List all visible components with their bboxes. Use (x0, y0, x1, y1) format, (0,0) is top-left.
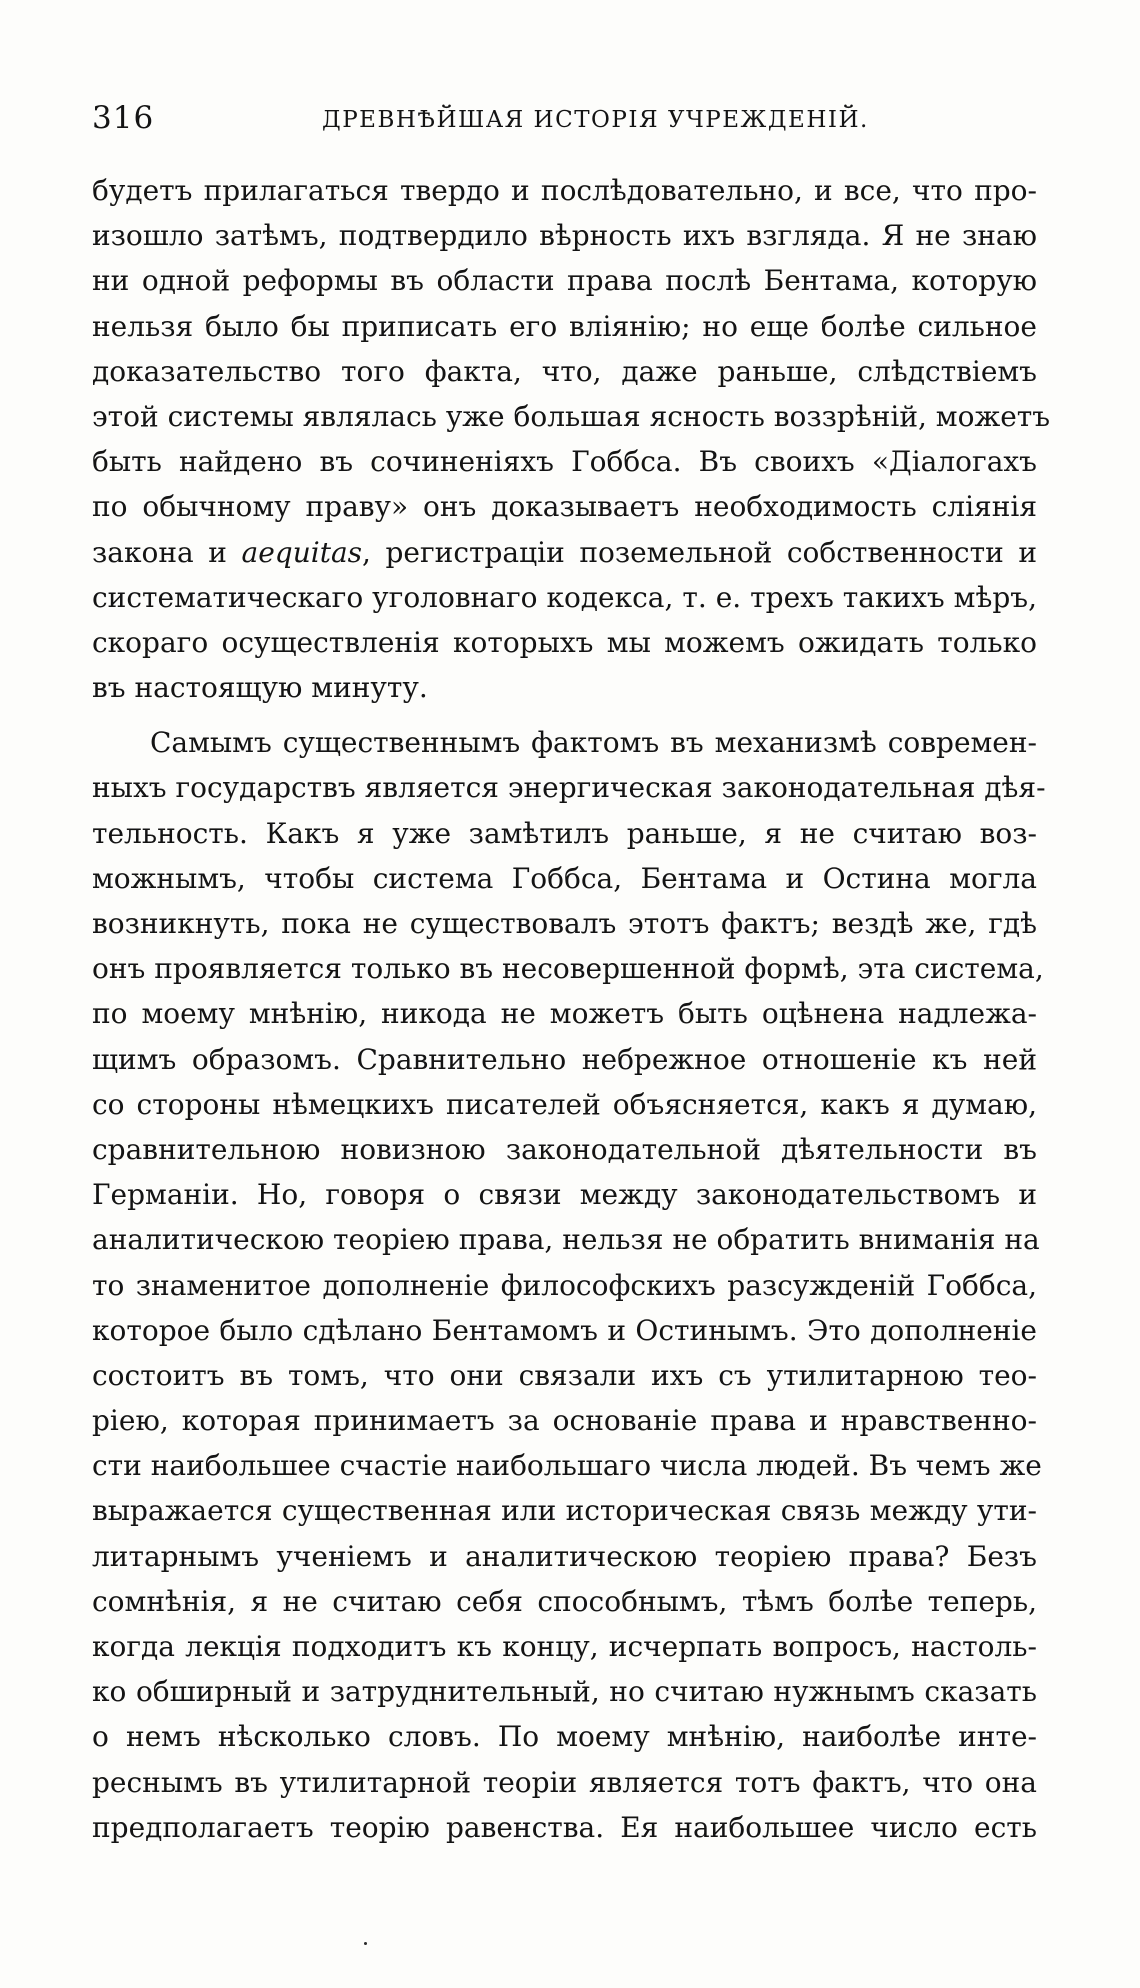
page-number: 316 (92, 100, 155, 136)
text-line: доказательство того факта, что, даже раньше, слѣдствіемъ (92, 354, 1037, 388)
text-line: возникнуть, пока не существовалъ этотъ фактъ; вездѣ же, гдѣ (92, 907, 1037, 940)
text-line: ни одной реформы въ области права послѣ Бентама, которую (92, 264, 1037, 298)
text-line-with-latin-term (92, 530, 1037, 575)
print-speck (364, 1942, 367, 1945)
text-line: по моему мнѣнію, никода не можетъ быть оцѣнена надлежа- (92, 997, 1037, 1031)
text-line: которое было сдѣлано Бентамомъ и Остинымъ. Это дополненіе (92, 1313, 1037, 1347)
text-line: систематическаго уголовнаго кодекса, т. е. трехъ такихъ мѣръ, (92, 580, 1037, 614)
text-line: сти наибольшее счастіе наибольшаго числа людей. Въ чемъ же (92, 1449, 1042, 1483)
text-line: по обычному праву» онъ доказываетъ необходимость слiянiя (92, 490, 1037, 524)
text-line: онъ проявляется только въ несовершенной формѣ, эта система, (92, 952, 1044, 986)
text-line: щимъ образомъ. Сравнительно небрежное отношеніе къ ней (92, 1042, 1037, 1076)
text-line: ріею, которая принимаетъ за основаніе права и нравственно- (92, 1404, 1037, 1438)
text-line: Германіи. Но, говоря о связи между законодательствомъ и (92, 1178, 1037, 1212)
text-line: нельзя было бы приписать его вліянію; но еще болѣе сильное (92, 309, 1037, 343)
body-text (92, 168, 1051, 1850)
running-title: ДРЕВНѢЙШАЯ ИСТОРІЯ УЧРЕЖДЕНІЙ. (322, 107, 869, 133)
text-line: ныхъ государствъ является энергическая законодательная дѣя- (92, 771, 1046, 805)
text-line: тельность. Какъ я уже замѣтилъ раньше, я не считаю воз- (92, 816, 1037, 850)
text-line: литарнымъ ученіемъ и аналитическою теоріею права? Безъ (92, 1539, 1037, 1573)
paragraph-2 (92, 720, 1046, 1850)
text-line: можнымъ, чтобы система Гоббса, Бентама и Остина могла (92, 861, 1037, 895)
text-line: будетъ прилагаться твердо и послѣдовательно, и все, что про- (92, 174, 1037, 207)
line-start: закона и (92, 535, 242, 569)
text-line: реснымъ въ утилитарной теоріи является тотъ фактъ, что она (92, 1765, 1037, 1799)
text-line: быть найдено въ сочиненіяхъ Гоббса. Въ своихъ «Діалогахъ (92, 445, 1037, 479)
text-line: въ настоящую минуту. (92, 671, 428, 705)
text-line: сомнѣнія, я не считаю себя способнымъ, тѣмъ болѣе теперь, (92, 1584, 1037, 1618)
running-head (92, 98, 1037, 138)
text-line: со стороны нѣмецкихъ писателей объясняется, какъ я думаю, (92, 1087, 1037, 1121)
text-line: Самымъ существеннымъ фактомъ въ механизмѣ современ- (150, 726, 1037, 760)
text-line: сравнительною новизною законодательной дѣятельности въ (92, 1132, 1037, 1166)
text-line: скораго осуществленія которыхъ мы можемъ ожидать только (92, 625, 1037, 659)
text-line: ко обширный и затруднительный, но считаю нужнымъ сказать (92, 1675, 1037, 1709)
text-line: то знаменитое дополненіе философскихъ разсужденій Гоббса, (92, 1268, 1037, 1302)
text-line: состоитъ въ томъ, что они связали ихъ съ утилитарною тео- (92, 1358, 1037, 1392)
paragraph-gap (92, 710, 1037, 720)
text-line: изошло затѣмъ, подтвердило вѣрность ихъ взгляда. Я не знаю (92, 219, 1037, 253)
text-line: о немъ нѣсколько словъ. По моему мнѣнію, наиболѣе инте- (92, 1720, 1037, 1754)
text-line: когда лекція подходитъ къ концу, исчерпать вопросъ, настоль- (92, 1630, 1037, 1663)
paragraph-1 (92, 168, 1051, 710)
text-line: предполагаетъ теорію равенства. Ея наибольшее число есть (92, 1810, 1037, 1844)
text-line: этой системы являлась уже большая ясность воззрѣній, можетъ (92, 399, 1051, 433)
line-end: , регистраціи поземельной собственности и (362, 535, 1037, 569)
latin-term-aequitas: aequitas (241, 535, 363, 569)
text-line: выражается существенная или историческая связь между ути- (92, 1494, 1037, 1528)
text-line: аналитическою теоріею права, нельзя не обратить вниманія на (92, 1223, 1040, 1257)
